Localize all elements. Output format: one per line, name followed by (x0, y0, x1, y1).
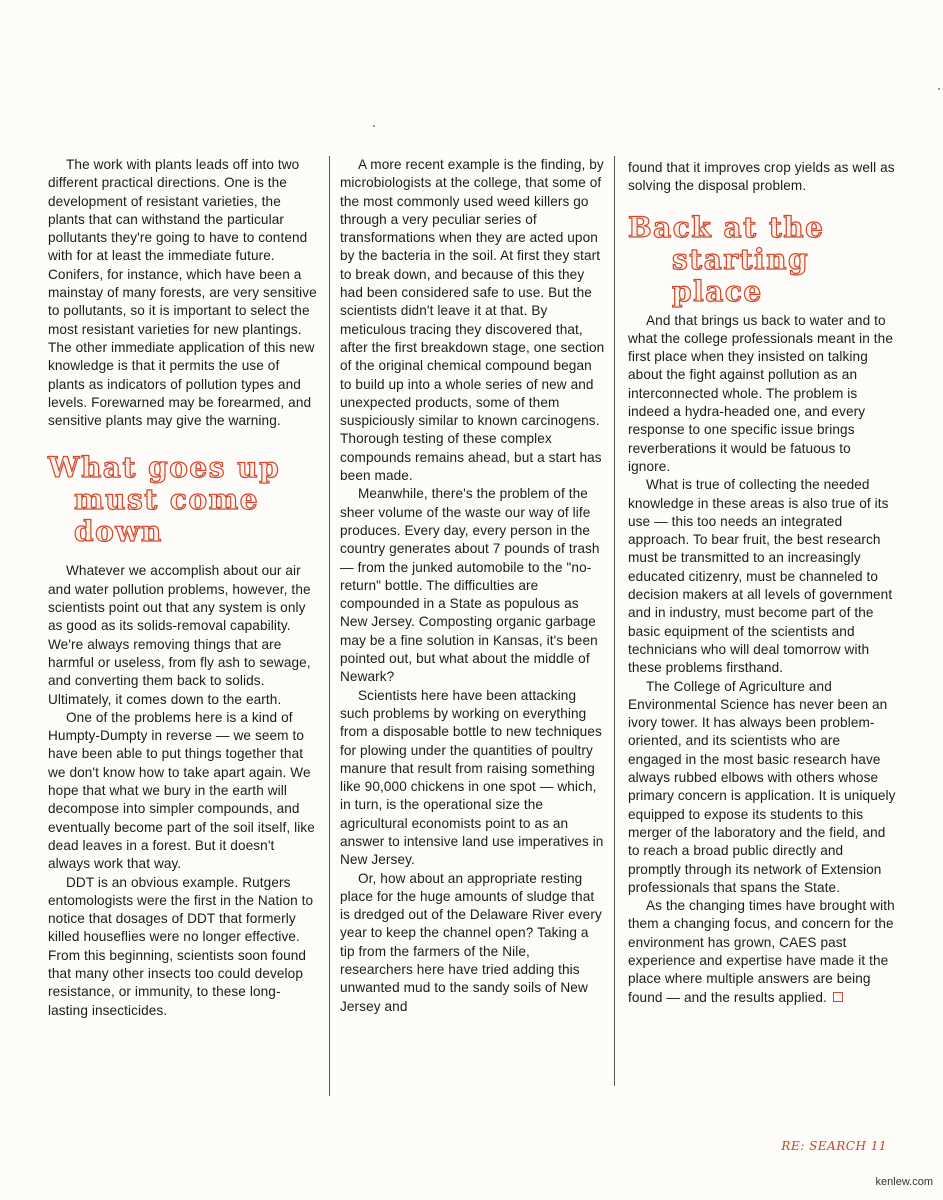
heading-line: starting place (672, 242, 810, 308)
column-divider (329, 156, 330, 1096)
section-heading-back-at-the-starting-place (628, 212, 896, 308)
end-mark-icon (833, 992, 843, 1002)
paragraph: DDT is an obvious example. Rutgers entomologists were the first in the Nation to notice that dosages of DDT that formerly killed houseflies were no longer effective. From this beginning, scientists soon found that many other insects too could develop resistance, or immunity, to these long-lasting insecticides. (48, 874, 314, 1018)
paragraph: And that brings us back to water and to what the college professionals meant in the first place when they insisted on talking about the fight against pollution as an interconnected whole. The problem is indeed a hydra-headed one, and every response to one specific issue brings reverberations it would be fatuous to ignore. (628, 312, 894, 474)
paragraph-final (628, 897, 896, 1007)
paragraph: What is true of collecting the needed knowledge in these areas is also true of its use — this too needs an integrated approach. To bear fruit, the best research must be transmitted to an increasingly educated citizenry, must be channeled to decision makers at all levels of government and in industry, must become part of the basic equipment of the scientists and technicians who will deal tomorrow with these problems firsthand. (628, 477, 893, 676)
heading-line: must come down (74, 483, 260, 549)
heading-line: What goes up (48, 451, 281, 485)
paragraph: The College of Agriculture and Environmental Science has never been an ivory tower. It has always been problem-oriented, and its scientists who are engaged in the most basic research have always rubbed elbows with others whose primary concern is application. It is uniquely equipped to expose its students to this merger of the laboratory and the field, and to reach a broad public directly and promptly through its network of Extension professionals that spans the State. (628, 678, 896, 895)
heading-line: Back at the (628, 210, 825, 244)
paragraph-text: As the changing times have brought with them a changing focus, and concern for the environment has grown, CAES past experience and expertise have made it the place where multiple answers are being found — and the results applied. (628, 898, 895, 1005)
article-column-2 (340, 156, 606, 1016)
paragraph: One of the problems here is a kind of Humpty-Dumpty in reverse — we seem to have been able to put things together that we don't know how to take apart again. We hope that what we bury in the earth will decompose into simpler compounds, and eventually become part of the soil itself, like dead leaves in a forest. But it doesn't always work that way. (48, 709, 315, 872)
section-heading-what-goes-up (48, 452, 320, 548)
paper-speck (373, 125, 375, 127)
paragraph: found that it improves crop yields as well as solving the disposal problem. (628, 160, 895, 194)
paragraph: Scientists here have been attacking such problems by working on everything from a disposable bottle to new techniques for plowing under the quantities of poultry manure that result from raising something like 90,000 chickens in one spot — which, in turn, is the operational size the agricultural economists point to as an answer to intensive land use imperatives in New Jersey. (340, 687, 604, 868)
column-divider (614, 156, 615, 1086)
paragraph: A more recent example is the finding, by microbiologists at the college, that some of the most commonly used weed killers go through a very peculiar series of transformations when they are acted upon by the bacteria in the soil. At first they start to break down, and because of this they had been considered safe to use. But the scientists didn't leave it at that. By meticulous tracing they discovered that, after the first breakdown stage, one section of the original chemical compound began to build up into a whole series of new and unexpected products, some of them suspiciously similar to known carcinogens. Thorough testing of these complex compounds remains ahead, but a start has been made. (340, 157, 605, 484)
paragraph: The work with plants leads off into two different practical directions. One is the development of resistant varieties, the plants that can withstand the particular pollutants they're going to have to contend with for at least the immediate future. Conifers, for instance, which have been a mainstay of many forests, are very sensitive to pollutants, so it is important to select the most resistant varieties for new plantings. The other immediate application of this new knowledge is that it permits the use of plants as indicators of pollution types and levels. Forewarned may be forearmed, and sensitive plants may give the warning. (48, 157, 317, 429)
paragraph: Meanwhile, there's the problem of the sheer volume of the waste our way of life produces. Every day, every person in the country generates about 7 pounds of trash — from the junked automobile to the "no-return" bottle. The difficulties are compounded in a State as populous as New Jersey. Composting organic garbage may be a fine solution in Kansas, it's been pointed out, but what about the middle of Newark? (340, 486, 600, 685)
paper-speck (938, 88, 940, 90)
paragraph: Whatever we accomplish about our air and water pollution problems, however, the scientists point out that any system is only as good as its solids-removal capability. We're always removing things that are harmful or useless, from fly ash to sewage, and converting them back to solids. Ultimately, it comes down to the earth. (48, 563, 311, 707)
paragraph: Or, how about an appropriate resting place for the huge amounts of sludge that is dredged out of the Delaware River every year to keep the channel open? Taking a tip from the farmers of the Nile, researchers here have tried adding this unwanted mud to the sandy soils of New Jersey and (340, 870, 602, 1014)
article-column-3 (628, 159, 896, 1007)
article-column-1 (48, 156, 320, 1020)
watermark: kenlew.com (875, 1176, 933, 1188)
page-folio: RE: SEARCH 11 (781, 1139, 887, 1153)
